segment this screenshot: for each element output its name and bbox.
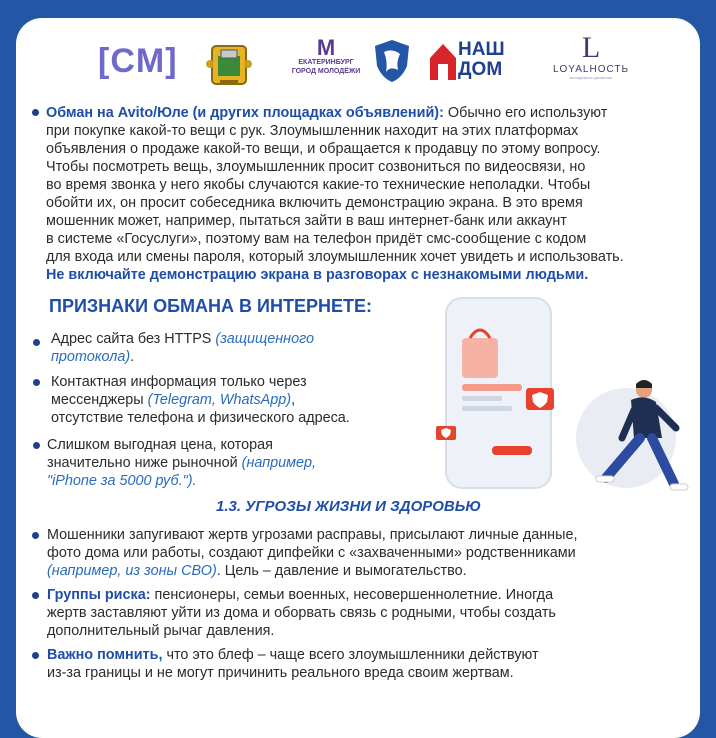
sign-2-text: мессенджеры (51, 392, 144, 408)
sign-3-italic-1: (например, (241, 455, 317, 471)
risk-line-1-text: пенсионеры, семьи военных, несовершеннолетние. Иногда (154, 587, 554, 603)
avito-line-1 (46, 104, 607, 122)
avito-line-2: при покупке какой-то вещи с рук. Злоумышленник находит на этих платформах (46, 123, 579, 139)
bullet-dot (33, 339, 40, 346)
bullet-dot (33, 442, 40, 449)
avito-lead: Обман на Avito/Юле (и других площадках объявлений): (46, 105, 444, 121)
avito-line-8: в системе «Госуслуги», поэтому вам на телефон придёт смс-сообщение с кодом (46, 231, 587, 247)
cm-logo (98, 42, 178, 81)
avito-line-4: Чтобы посмотреть вещь, злоумышленник просит созвониться по видеосвязи, но (46, 159, 586, 175)
ekb-m-mark-icon: M (316, 35, 336, 60)
loyalnost-l-mark-icon: L (581, 31, 601, 64)
important-lead: Важно помнить, (47, 647, 163, 663)
threats-title: 1.3. УГРОЗЫ ЖИЗНИ И ЗДОРОВЬЮ (216, 498, 482, 515)
risk-line-2: жертв заставляют уйти из дома и оборвать связь с родными, чтобы создать (47, 605, 556, 621)
bullet-dot (33, 379, 40, 386)
ekb-city-logo (284, 35, 368, 76)
sign-3-line-2 (47, 454, 316, 472)
important-line-1 (47, 646, 539, 664)
logo-strip (16, 18, 700, 108)
risk-lead: Группы риска: (47, 587, 151, 603)
ekb-line-1: ЕКАТЕРИНБУРГ (298, 59, 354, 66)
avito-line-6: обойти их, он просит собеседника включить демонстрацию экрана. В это время (46, 195, 583, 211)
sign-2-italic: (Telegram, WhatsApp) (147, 392, 292, 408)
sign-1-italic-2: протокола) (51, 349, 131, 365)
content-card (16, 18, 700, 738)
threats-p1-line-3 (47, 562, 467, 580)
nash-line-2: ДОМ (458, 59, 503, 80)
sign-1-text: Адрес сайта без HTTPS (51, 331, 212, 347)
avito-line-3: объявления о продаже какой-то вещи, и обращается к продавцу по этому вопросу. (46, 141, 601, 157)
threats-p1-italic: (например, из зоны СВО) (47, 563, 217, 579)
avito-line-1-text: Обычно его используют (447, 105, 608, 121)
sign-1-italic-1: (защищенного (215, 331, 315, 347)
sign-2-line-1: Контактная информация только через (51, 374, 307, 390)
threats-p1-line-2: фото дома или работы, создают дипфейки с «захваченными» родственниками (47, 545, 576, 561)
sign-1-line-1 (51, 330, 314, 348)
loyalnost-logo (536, 32, 646, 80)
shield-logo-icon (372, 38, 412, 84)
risk-line-1 (47, 586, 553, 604)
sign-3-italic-2: "iPhone за 5000 руб."). (47, 473, 197, 489)
sign-2-line-2 (51, 391, 295, 409)
threats-p1-line-1: Мошенники запугивают жертв угрозами расправы, присылают личные данные, (47, 527, 578, 543)
section-marker (32, 109, 39, 116)
yekaterinburg-crest-icon (206, 36, 252, 88)
sign-1-end: . (130, 349, 135, 365)
loyalnost-word: LOYALНОСТЬ (552, 64, 630, 75)
sign-2-line-3: отсутствие телефона и физического адреса. (51, 410, 350, 426)
sign-3-text: значительно ниже рыночной (47, 455, 238, 471)
sign-2-comma: , (291, 392, 296, 408)
signs-title: ПРИЗНАКИ ОБМАНА В ИНТЕРНЕТЕ: (49, 296, 372, 316)
sign-3-line-1: Слишком выгодная цена, которая (47, 437, 273, 453)
threats-p1-end: . Цель – давление и вымогательство. (216, 563, 467, 579)
house-icon (428, 38, 458, 84)
ekb-line-2: ГОРОД МОЛОДЁЖИ (291, 68, 361, 75)
section-marker (32, 532, 39, 539)
avito-line-5: во время звонка у него якобы случаются какие-то технические неполадки. Чтобы (46, 177, 591, 193)
loyalnost-subtitle: молодёжное движение (569, 75, 613, 80)
risk-line-3: дополнительный рычаг давления. (47, 623, 275, 639)
section-marker (32, 592, 39, 599)
avito-warning: Не включайте демонстрацию экрана в разговорах с незнакомыми людьми. (46, 267, 589, 283)
section-marker (32, 652, 39, 659)
cm-logo-text: [CM] (98, 42, 178, 80)
avito-line-7: мошенник может, например, пытаться зайти в ваш интернет-банк или аккаунт (46, 213, 567, 229)
important-line-2: из-за границы и не могут причинить реального вреда своим жертвам. (47, 665, 514, 681)
shopping-bag-icon (462, 338, 498, 378)
avito-line-9: для входа или смены пароля, который злоумышленник хочет увидеть и использовать. (46, 249, 624, 265)
nash-dom-logo (428, 36, 534, 88)
sign-1-line-2 (51, 348, 134, 366)
phone-fraud-illustration (426, 288, 696, 508)
important-line-1-text: что это блеф – чаще всего злоумышленники действуют (166, 647, 539, 663)
nash-line-1: НАШ (458, 39, 505, 60)
